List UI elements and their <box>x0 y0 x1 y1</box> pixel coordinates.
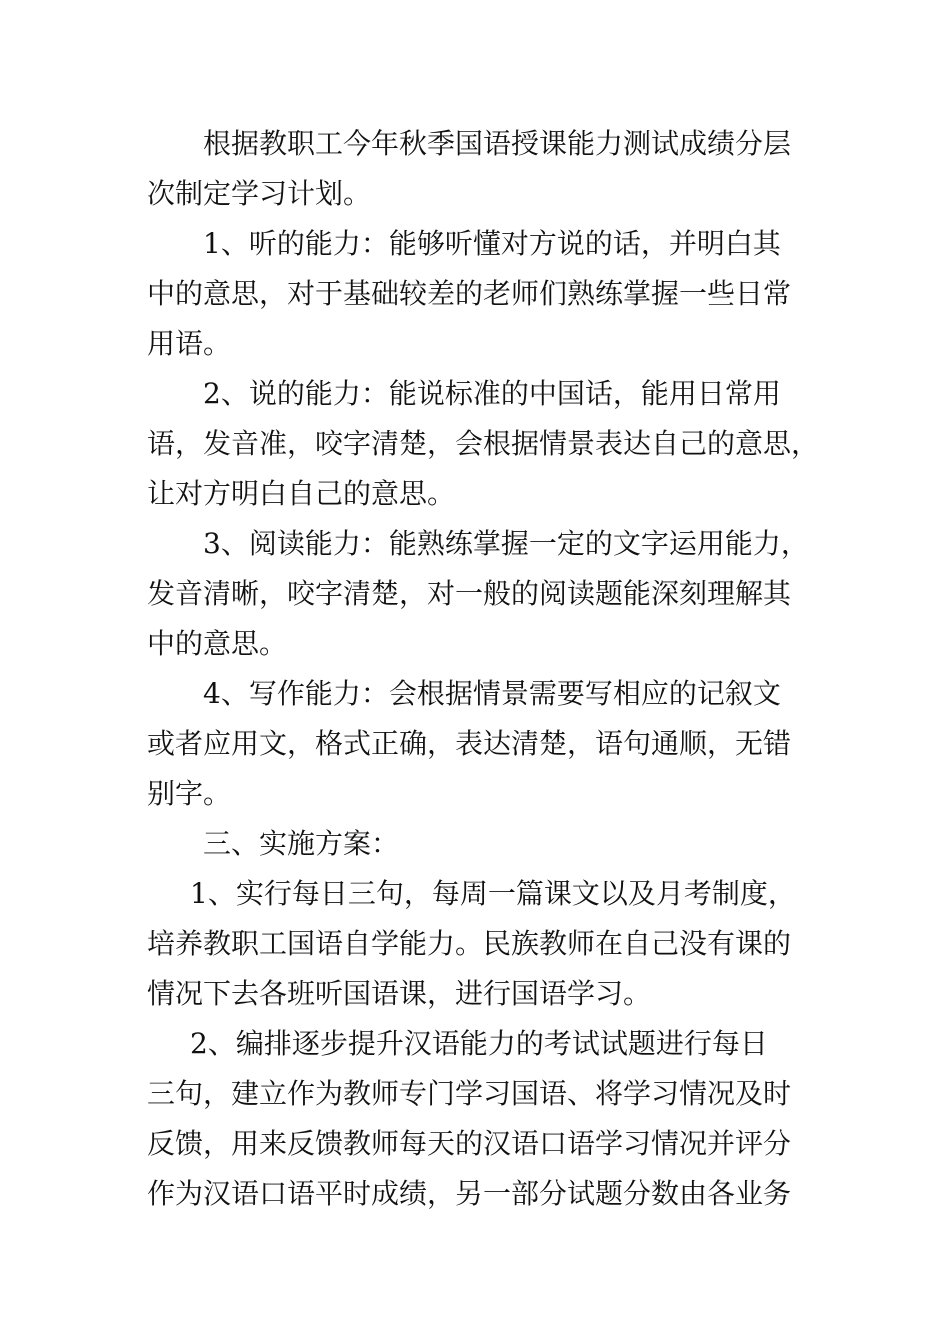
text-line-5: 用语。 <box>147 327 232 360</box>
text-line-18: 情况下去各班听国语课，进行国语学习。 <box>147 977 652 1010</box>
text-line-12: 4、写作能力：会根据情景需要写相应的记叙文 <box>203 677 781 710</box>
text-line-3: 1、听的能力：能够听懂对方说的话，并明白其 <box>203 227 781 260</box>
text-line-17: 培养教职工国语自学能力。民族教师在自己没有课的 <box>147 927 792 960</box>
text-line-7: 语，发音准，咬字清楚，会根据情景表达自己的意思， <box>147 427 820 460</box>
text-line-11: 中的意思。 <box>147 627 288 660</box>
text-line-14: 别字。 <box>147 777 232 810</box>
text-line-19: 2、编排逐步提升汉语能力的考试试题进行每日 <box>190 1027 768 1060</box>
text-line-21: 反馈，用来反馈教师每天的汉语口语学习情况并评分 <box>147 1127 792 1160</box>
text-line-4: 中的意思，对于基础较差的老师们熟练掌握一些日常 <box>147 277 792 310</box>
section-heading: 三、实施方案： <box>203 827 400 860</box>
text-line-16: 1、实行每日三句，每周一篇课文以及月考制度， <box>190 877 796 910</box>
text-line-20: 三句，建立作为教师专门学习国语、将学习情况及时 <box>147 1077 792 1110</box>
text-line-9: 3、阅读能力：能熟练掌握一定的文字运用能力， <box>203 527 809 560</box>
text-line-8: 让对方明白自己的意思。 <box>147 477 456 510</box>
text-line-2: 次制定学习计划。 <box>147 177 372 210</box>
text-line-13: 或者应用文，格式正确，表达清楚，语句通顺，无错 <box>147 727 792 760</box>
text-line-6: 2、说的能力：能说标准的中国话，能用日常用 <box>203 377 781 410</box>
text-line-10: 发音清晰，咬字清楚，对一般的阅读题能深刻理解其 <box>147 577 792 610</box>
text-line-22: 作为汉语口语平时成绩，另一部分试题分数由各业务 <box>147 1177 792 1210</box>
text-line-1: 根据教职工今年秋季国语授课能力测试成绩分层 <box>203 127 792 160</box>
